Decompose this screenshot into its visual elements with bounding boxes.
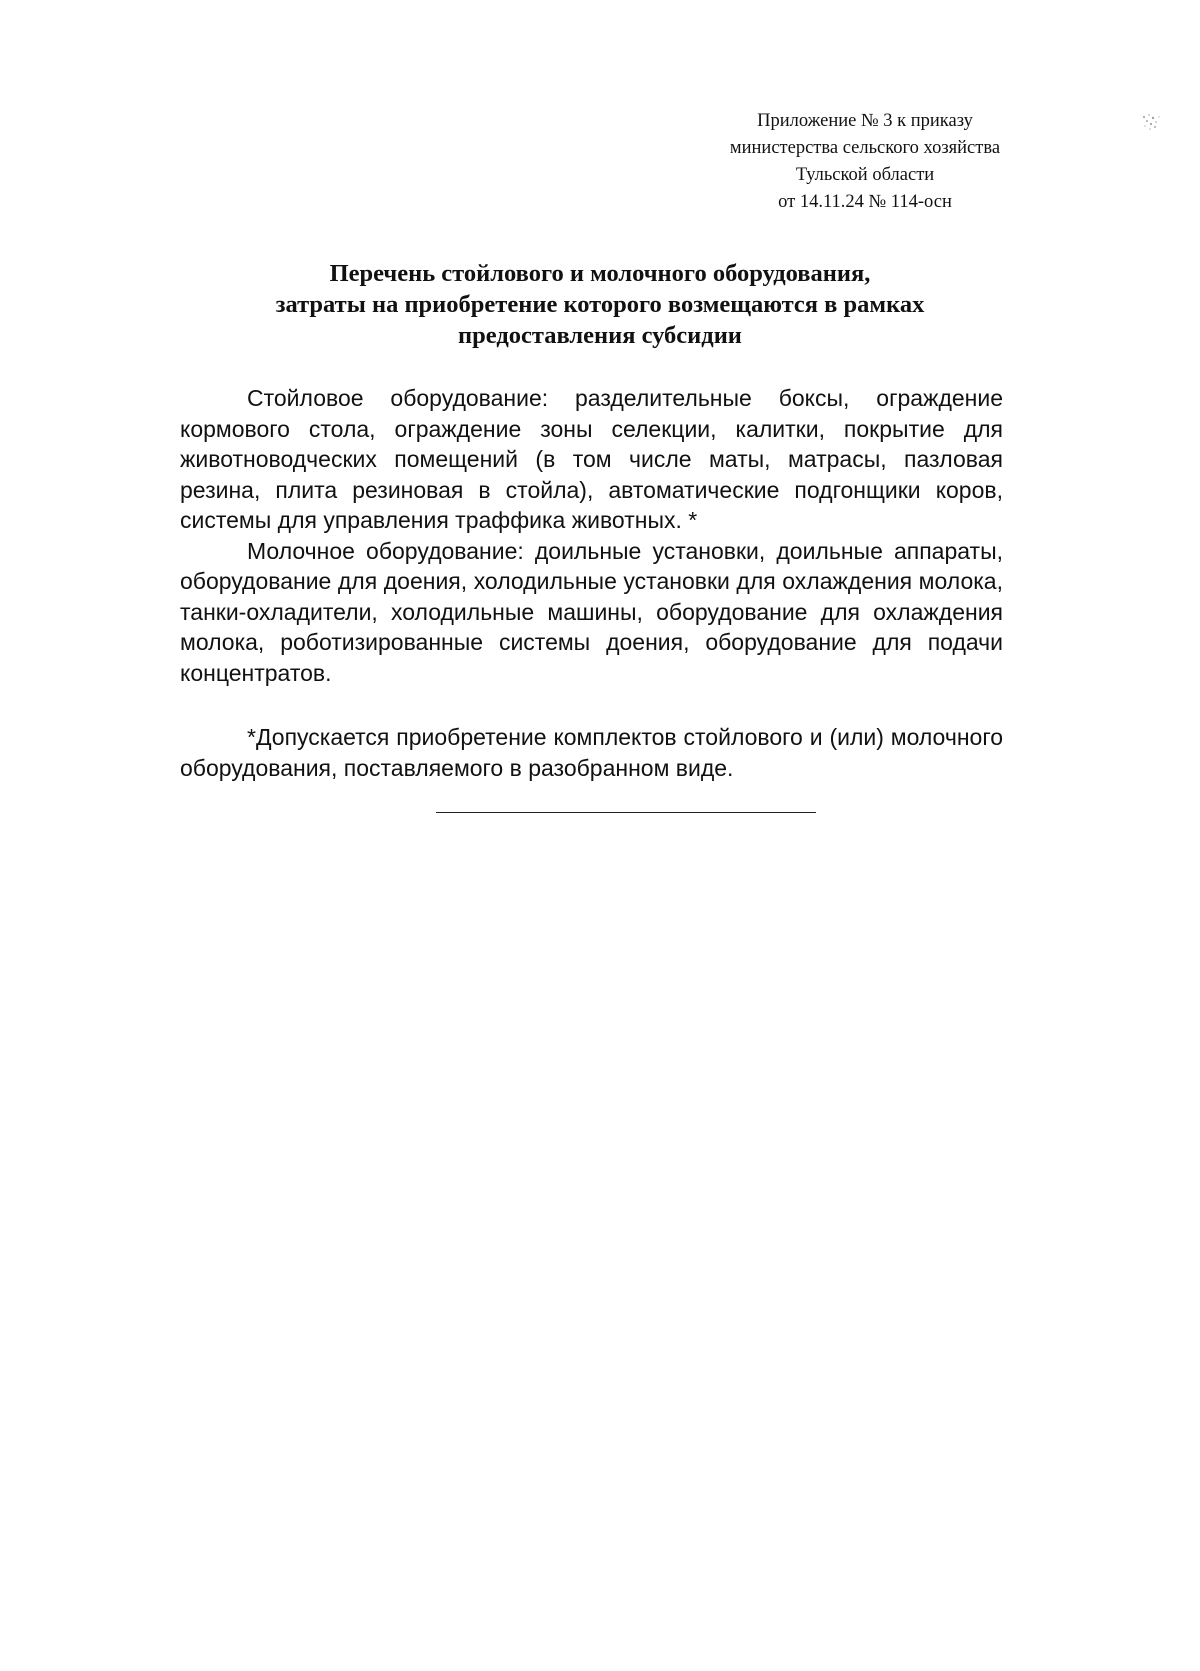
appendix-header [700,108,1030,216]
appendix-header-line: Приложение № 3 к приказу [757,111,973,131]
document-title-line: предоставления субсидии [458,322,742,349]
footnote [180,722,1003,784]
document-body [180,383,1003,688]
appendix-header-line: министерства сельского хозяйства [729,138,1001,158]
document-title [150,258,1050,351]
scan-noise-mark [1140,112,1162,132]
document-title-line: затраты на приобретение которого возмещаются в рамках [275,291,925,318]
milk-equipment-paragraph: Молочное оборудование: доильные установки, доильные аппараты, оборудование для доения, холодильные установки для охлаждения молока, танки-охладители, холодильные машины, оборудование для охлаждения молока, роботизированные системы доения, оборудование для подачи концентратов. [180,537,1003,686]
appendix-header-line: от 14.11.24 № 114-осн [778,192,952,212]
appendix-header-line: Тульской области [795,165,935,185]
footnote-text: *Допускается приобретение комплектов стойлового и (или) молочного оборудования, поставляемого в разобранном виде. [180,724,1003,781]
end-divider-line [436,812,816,813]
stall-equipment-paragraph: Стойловое оборудование: разделительные боксы, ограждение кормового стола, ограждение зоны селекции, калитки, покрытие для животноводческих помещений (в том числе маты, матрасы, пазловая резина, плита резиновая в стойла), автоматические подгонщики коров, системы для управления траффика животных. * [180,385,1003,533]
document-title-line: Перечень стойлового и молочного оборудования, [329,260,871,287]
